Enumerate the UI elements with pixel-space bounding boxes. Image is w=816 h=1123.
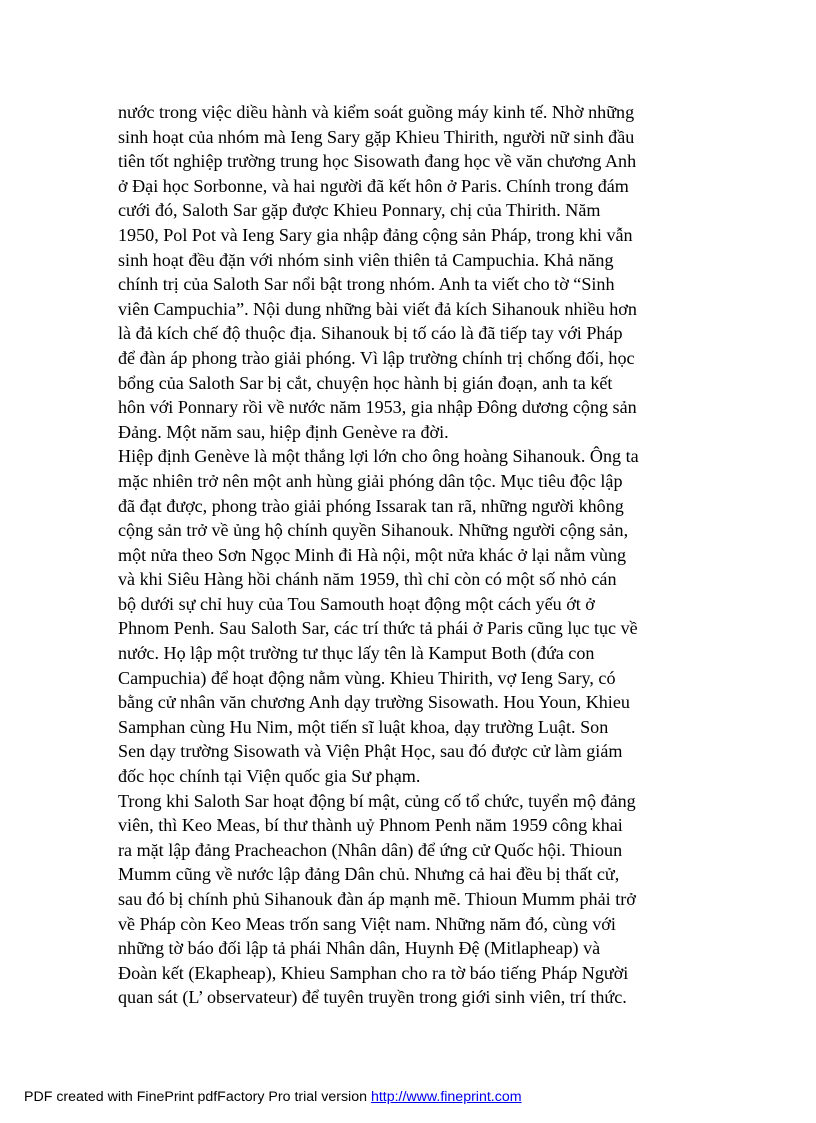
text-line: sau đó bị chính phủ Sihanouk đàn áp mạnh mẽ. Thioun Mumm phải trở — [118, 889, 636, 909]
text-line: quan sát (L’ observateur) để tuyên truyền trong giới sinh viên, trí thức. — [118, 987, 627, 1008]
text-line: sinh hoạt đều đặn với nhóm sinh viên thiên tả Campuchia. Khả năng — [118, 249, 614, 270]
footer-link[interactable]: http://www.fineprint.com — [370, 1089, 522, 1105]
text-line: Đoàn kết (Ekapheap), Khieu Samphan cho ra tờ báo tiếng Pháp Người — [118, 962, 629, 983]
text-line: đốc học chính tại Viện quốc gia Sư phạm. — [118, 766, 421, 787]
text-line: để đàn áp phong trào giải phóng. Vì lập trường chính trị chống đối, học — [118, 347, 635, 368]
text-line: những tờ báo đối lập tả phái Nhân dân, Huynh Đệ (Mitlapheap) và — [118, 938, 601, 959]
footer-text: PDF created with FinePrint pdfFactory Pro trial version — [24, 1089, 371, 1105]
text-line: Đảng. Một năm sau, hiệp định Genève ra đời. — [118, 421, 449, 442]
text-line: nước. Họ lập một trường tư thục lấy tên là Kamput Both (đứa con — [118, 643, 595, 664]
text-line: Mumm cũng về nước lập đảng Dân chủ. Nhưng cả hai đều bị thất cử, — [118, 864, 620, 885]
text-line: Hiệp định Genève là một thắng lợi lớn cho ông hoàng Sihanouk. Ông ta — [118, 446, 639, 467]
text-line: ở Đại học Sorbonne, và hai người đã kết hôn ở Paris. Chính trong đám — [118, 175, 629, 196]
pdf-footer — [24, 1089, 522, 1105]
text-line: hôn với Ponnary rồi về nước năm 1953, gia nhập Đông dương cộng sản — [118, 397, 637, 418]
text-line: Campuchia) để hoạt động nằm vùng. Khieu Thirith, vợ Ieng Sary, có — [118, 667, 616, 688]
text-line: sinh hoạt của nhóm mà Ieng Sary gặp Khieu Thirith, người nữ sinh đầu — [118, 126, 635, 147]
text-line: Phnom Penh. Sau Saloth Sar, các trí thức tả phái ở Paris cũng lục tục về — [118, 618, 638, 639]
text-line: 1950, Pol Pot và Ieng Sary gia nhập đảng cộng sản Pháp, trong khi vẫn — [118, 224, 633, 245]
text-line: cộng sản trở về ủng hộ chính quyền Sihanouk. Những người cộng sản, — [118, 520, 629, 541]
body-text — [118, 100, 708, 1010]
text-line: Samphan cùng Hu Nim, một tiến sĩ luật khoa, dạy trường Luật. Son — [118, 716, 609, 737]
text-line: bộ dưới sự chỉ huy của Tou Samouth hoạt động một cách yếu ớt ở — [118, 593, 595, 614]
text-line: nước trong việc diều hành và kiểm soát guồng máy kinh tế. Nhờ những — [118, 102, 635, 122]
text-line: chính trị của Saloth Sar nổi bật trong nhóm. Anh ta viết cho tờ “Sinh — [118, 274, 615, 295]
text-line: viên, thì Keo Meas, bí thư thành uỷ Phnom Penh năm 1959 công khai — [118, 815, 623, 836]
text-line: bằng cử nhân văn chương Anh dạy trường Sisowath. Hou Youn, Khieu — [118, 692, 630, 713]
text-line: tiên tốt nghiệp trường trung học Sisowath đang học về văn chương Anh — [118, 151, 637, 172]
text-line: là đả kích chế độ thuộc địa. Sihanouk bị tố cáo là đã tiếp tay với Pháp — [118, 323, 623, 344]
text-line: bổng của Saloth Sar bị cắt, chuyện học hành bị gián đoạn, anh ta kết — [118, 372, 613, 393]
text-line: ra mặt lập đảng Pracheachon (Nhân dân) để ứng cử Quốc hội. Thioun — [118, 839, 623, 860]
text-line: về Pháp còn Keo Meas trốn sang Việt nam. Những năm đó, cùng với — [118, 913, 616, 934]
text-line: đã đạt được, phong trào giải phóng Issarak tan rã, những người không — [118, 495, 624, 516]
text-line: Trong khi Saloth Sar hoạt động bí mật, củng cố tổ chức, tuyển mộ đảng — [118, 790, 636, 811]
text-line: Sen dạy trường Sisowath và Viện Phật Học, sau đó được cử làm giám — [118, 741, 623, 762]
text-line: viên Campuchia”. Nội dung những bài viết đả kích Sihanouk nhiều hơn — [118, 298, 637, 319]
text-line: cưới đó, Saloth Sar gặp được Khieu Ponnary, chị của Thirith. Năm — [118, 200, 601, 221]
text-line: một nửa theo Sơn Ngọc Minh đi Hà nội, một nửa khác ở lại nằm vùng — [118, 544, 627, 565]
text-line: và khi Siêu Hàng hồi chánh năm 1959, thì chỉ còn có một số nhỏ cán — [118, 569, 617, 590]
text-line: mặc nhiên trở nên một anh hùng giải phóng dân tộc. Mục tiêu độc lập — [118, 470, 623, 491]
